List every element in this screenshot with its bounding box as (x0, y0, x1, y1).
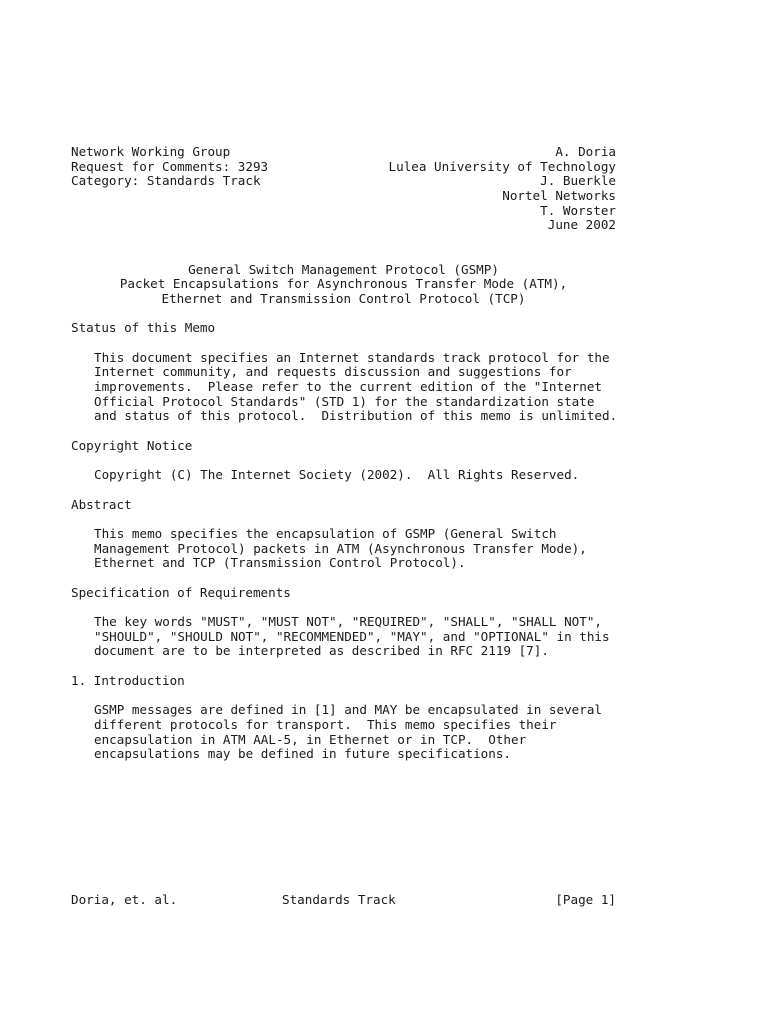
copyright-line: Copyright (C) The Internet Society (2002). All Rights Reserved. (94, 467, 580, 483)
header-right-3: J. Buerkle (540, 173, 616, 189)
header-right-4: Nortel Networks (502, 188, 616, 204)
header-right-1: A. Doria (555, 144, 616, 159)
status-line: and status of this protocol. Distribution of this memo is unlimited. (94, 408, 618, 424)
page-footer (71, 893, 616, 908)
copyright-paragraph (71, 468, 616, 483)
section-heading-introduction: 1. Introduction (71, 672, 185, 688)
introduction-paragraph (71, 703, 616, 762)
section-heading-requirements: Specification of Requirements (71, 584, 291, 600)
abstract-line: This memo specifies the encapsulation of GSMP (General Switch (94, 525, 557, 541)
header-row-1 (71, 145, 616, 160)
footer-page-number: [Page 1] (555, 892, 616, 907)
requirements-line: "SHOULD", "SHOULD NOT", "RECOMMENDED", "MAY", and "OPTIONAL" in this (94, 628, 610, 644)
introduction-line: GSMP messages are defined in [1] and MAY be encapsulated in several (94, 702, 602, 718)
header-right-5: T. Worster (540, 202, 616, 218)
status-line: This document specifies an Internet standards track protocol for the (94, 349, 610, 365)
section-heading-abstract: Abstract (71, 496, 132, 512)
header-row-2 (71, 160, 616, 175)
status-line: improvements. Please refer to the current edition of the "Internet (94, 379, 602, 394)
requirements-paragraph (71, 615, 616, 659)
status-line: Official Protocol Standards" (STD 1) for the standardization state (94, 393, 595, 409)
title-line-2: Packet Encapsulations for Asynchronous Transfer Mode (ATM), (119, 276, 568, 292)
header-row-3 (71, 174, 616, 189)
title-line-1: General Switch Management Protocol (GSMP) (188, 261, 499, 277)
abstract-line: Management Protocol) packets in ATM (Asynchronous Transfer Mode), (94, 540, 587, 556)
title-line-3: Ethernet and Transmission Control Protocol (TCP) (161, 290, 526, 306)
introduction-line: different protocols for transport. This memo specifies their (94, 716, 557, 732)
footer-authors: Doria, et. al. (71, 892, 178, 907)
header-left-2: Request for Comments: 3293 (71, 158, 269, 174)
header-right-2: Lulea University of Technology (388, 158, 616, 174)
status-line: Internet community, and requests discussion and suggestions for (94, 364, 572, 380)
requirements-line: The key words "MUST", "MUST NOT", "REQUIRED", "SHALL", "SHALL NOT", (94, 614, 602, 629)
header-left-3: Category: Standards Track (71, 173, 261, 189)
header-right-6: June 2002 (547, 217, 616, 233)
abstract-paragraph (71, 527, 616, 571)
abstract-line: Ethernet and TCP (Transmission Control Protocol). (94, 555, 466, 571)
section-heading-status: Status of this Memo (71, 320, 216, 336)
section-heading-copyright: Copyright Notice (71, 437, 193, 453)
introduction-line: encapsulation in ATM AAL-5, in Ethernet or in TCP. Other (94, 731, 527, 747)
footer-track: Standards Track (282, 892, 396, 907)
introduction-line: encapsulations may be defined in future specifications. (94, 746, 512, 762)
header-left-1: Network Working Group (71, 144, 231, 159)
rfc-page (71, 145, 616, 762)
status-paragraph (71, 351, 616, 424)
requirements-line: document are to be interpreted as described in RFC 2119 [7]. (94, 643, 549, 659)
